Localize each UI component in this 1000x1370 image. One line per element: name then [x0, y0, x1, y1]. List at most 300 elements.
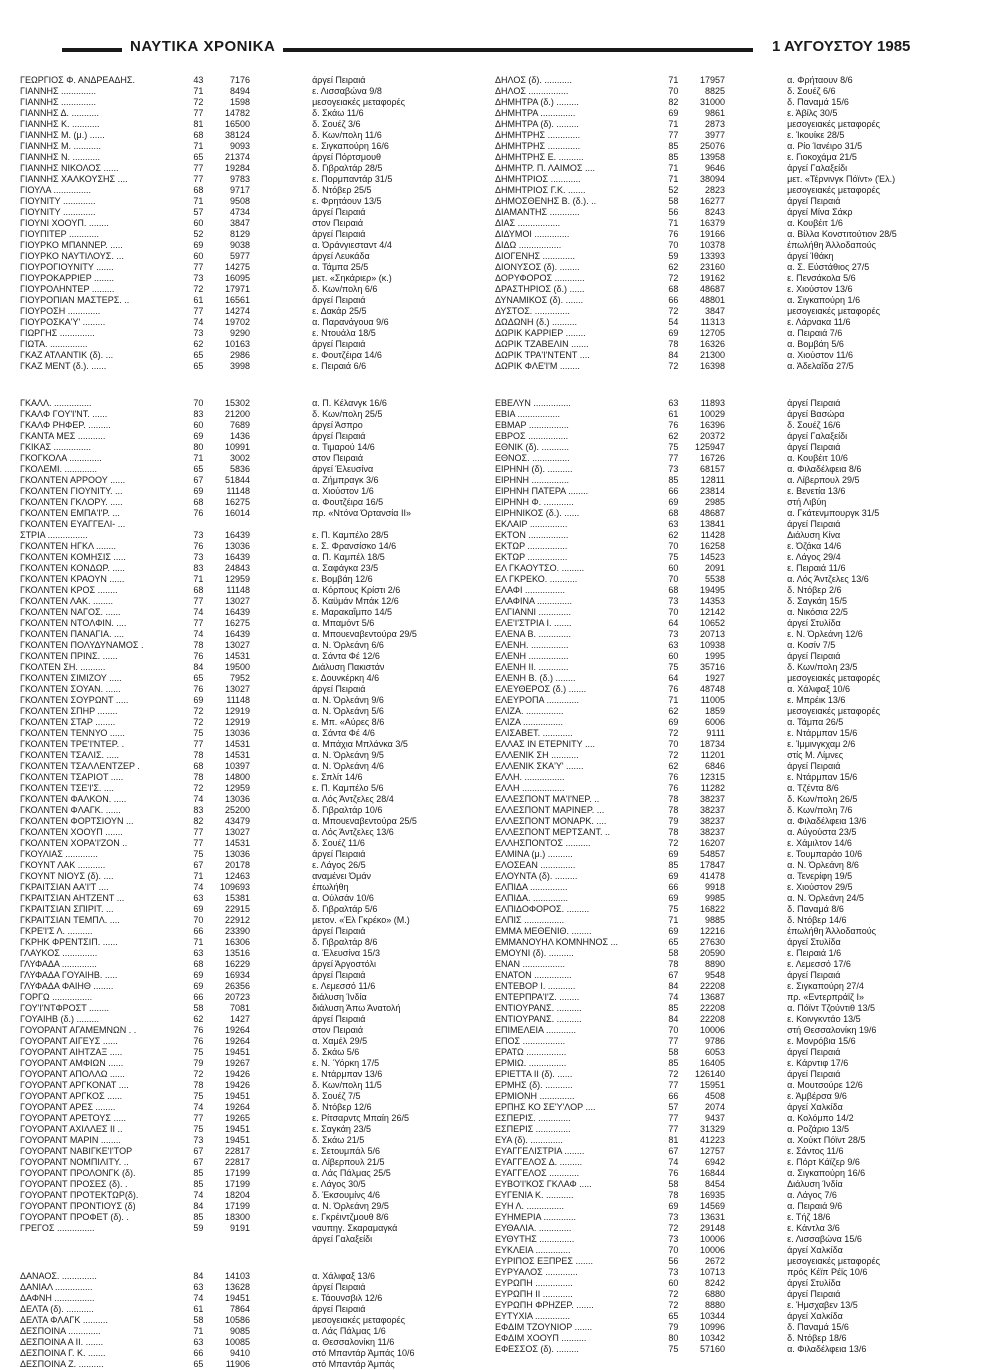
build-year: 71	[668, 174, 679, 184]
ship-status: α. Χιούστον 1/6	[312, 486, 374, 496]
ship-status: ε. Λάρνακα 11/6	[787, 317, 851, 327]
ship-status: ε. Ήμσχαβεν 13/5	[787, 1300, 858, 1310]
tonnage: 10586	[225, 1315, 251, 1325]
tonnage: 16398	[700, 361, 726, 371]
ship-row	[20, 475, 490, 486]
ship-status: ε. Τάουνσβιλ 12/6	[312, 1293, 383, 1303]
ship-row	[20, 893, 490, 904]
build-year: 78	[193, 750, 204, 760]
tonnage: 9861	[705, 108, 726, 118]
tonnage: 109693	[220, 882, 251, 892]
build-year: 59	[193, 1223, 204, 1233]
ship-status: δ. Σουέζ 11/6	[312, 838, 365, 848]
ship-row	[495, 1190, 965, 1201]
ship-status: ε. Πειραιά 6/6	[312, 361, 367, 371]
build-year: 68	[193, 585, 204, 595]
ship-row	[495, 1157, 965, 1168]
build-year: 72	[668, 1223, 679, 1233]
ship-status: α. Σάντα Φέ 4/6	[312, 728, 375, 738]
build-year: 77	[193, 306, 204, 316]
ship-name: ΓΚΟΓΚΟΛΑ .............	[20, 453, 102, 463]
ship-status: ε. Π. Καμπέλο 28/5	[312, 530, 389, 540]
ship-name: ΕΝΑΝ .................	[495, 959, 566, 969]
tonnage: 19495	[700, 585, 726, 595]
build-year: 73	[193, 1135, 204, 1145]
tonnage: 13036	[225, 794, 251, 804]
ship-row	[495, 339, 965, 350]
build-year: 77	[668, 1080, 679, 1090]
tonnage: 27630	[700, 937, 726, 947]
ship-row	[495, 761, 965, 772]
ship-status: α. Κουβέιτ 1/6	[787, 218, 843, 228]
ship-status: δ. Κων/πολη 26/5	[787, 794, 858, 804]
ship-status: α. Λός Άντζελες 28/4	[312, 794, 394, 804]
ship-row	[20, 574, 490, 585]
ship-name: ΓΟΥΟΡΑΝΤ ΝΟΜΠΙΛΙΤΥ. ..	[20, 1157, 129, 1167]
tonnage: 17199	[225, 1179, 251, 1189]
ship-row	[495, 442, 965, 453]
ship-name: ΓΚΟΛΝΤΕΝ ΣΟΥΡΩΝΤ .....	[20, 695, 129, 705]
ship-status: α. Ν. Όρλεάνη 6/6	[312, 640, 384, 650]
build-year: 58	[668, 1179, 679, 1189]
tonnage: 15951	[700, 1080, 726, 1090]
tonnage: 38237	[700, 827, 726, 837]
ship-row	[495, 574, 965, 585]
build-year: 62	[668, 706, 679, 716]
ship-name: ΕΛΠΙΔΑ ...............	[495, 882, 568, 892]
tonnage: 6942	[705, 1157, 726, 1167]
build-year: 72	[668, 273, 679, 283]
build-year: 71	[668, 75, 679, 85]
ship-name: ΕΣΠΕΡΙΣ. .............	[495, 1113, 571, 1123]
tonnage: 14531	[225, 739, 251, 749]
ship-row	[20, 1271, 490, 1282]
ship-row	[20, 1135, 490, 1146]
build-year: 83	[193, 409, 204, 419]
ship-row	[495, 695, 965, 706]
tonnage: 11428	[700, 530, 726, 540]
build-year: 77	[193, 108, 204, 118]
tonnage: 7689	[230, 420, 251, 430]
ship-row	[495, 284, 965, 295]
build-year: 67	[193, 1157, 204, 1167]
ship-row	[20, 361, 490, 372]
ship-status: στή Λιβύη	[787, 497, 827, 507]
ship-status: άργεί Πειραιά	[312, 1014, 366, 1024]
tonnage: 1598	[230, 97, 251, 107]
ship-status: ε. Όζάκα 14/6	[787, 541, 842, 551]
ship-row	[20, 339, 490, 350]
ship-row	[20, 684, 490, 695]
ship-row	[495, 1344, 965, 1355]
build-year: 60	[668, 651, 679, 661]
ship-status: α. Χάλιφαξ 10/6	[787, 684, 851, 694]
ship-row	[495, 1311, 965, 1322]
tonnage: 7864	[230, 1304, 251, 1314]
tonnage: 10652	[700, 618, 726, 628]
ship-name: ΓΚΟΛΝΤΕΝ ΦΟΡΤΣΙΟΥΝ ...	[20, 816, 134, 826]
build-year: 67	[193, 1146, 204, 1156]
ship-name: ΕΥΡΥΑΛΟΣ .............	[495, 1267, 578, 1277]
ship-name: ΕΛΙΖΑ. ...............	[495, 706, 564, 716]
build-year: 76	[193, 684, 204, 694]
ship-row	[20, 1146, 490, 1157]
tonnage: 14531	[225, 838, 251, 848]
ship-row	[495, 1146, 965, 1157]
ship-status: ε. Φρητάουν 13/5	[312, 196, 382, 206]
ship-status: ε. Άβίλς 30/5	[787, 108, 838, 118]
ship-row	[20, 849, 490, 860]
tonnage: 20713	[700, 629, 726, 639]
ship-status: ε. Κάντλα 3/6	[787, 1223, 840, 1233]
right-column	[495, 75, 965, 1354]
ship-row	[495, 948, 965, 959]
ship-status: α. Κόρπους Κρίστι 2/6	[312, 585, 401, 595]
ship-name: ΕΙΡΗΝΗ ...............	[495, 475, 570, 485]
ship-status: α. Μπουεναβεντούρα 25/5	[312, 816, 417, 826]
ship-row	[20, 541, 490, 552]
ship-status: μεσογειακές μεταφορές	[787, 185, 881, 195]
ship-status: ε. Σπλίτ 14/6	[312, 772, 363, 782]
ship-name: ΕΥΡΙΠΟΣ ΕΞΠΡΕΣ .......	[495, 1256, 593, 1266]
tonnage: 15381	[225, 893, 251, 903]
build-year: 81	[668, 1135, 679, 1145]
ship-row	[20, 1124, 490, 1135]
ship-row	[495, 860, 965, 871]
ship-status: ε. Κάρντιφ 17/6	[787, 1058, 849, 1068]
ship-name: ΕΛΕΥΘΕΡΟΣ (δ.) .......	[495, 684, 587, 694]
ship-status: ε. Χιούστον 13/6	[787, 284, 853, 294]
tonnage: 19702	[225, 317, 251, 327]
tonnage: 16822	[700, 904, 726, 914]
tonnage: 8825	[705, 86, 726, 96]
ship-name: ΓΚΟΛΝΤΕΝ ΤΕΝΝΥΟ ......	[20, 728, 125, 738]
block-gap	[20, 1245, 490, 1271]
ship-name: ΓΚΡΑΙΤΣΙΑΝ ΣΠΙΡΙΤ. ...	[20, 904, 114, 914]
tonnage: 9038	[230, 240, 251, 250]
ship-status: ε. Σάντος 11/6	[787, 1146, 844, 1156]
ship-row	[495, 1047, 965, 1058]
tonnage: 8242	[705, 1278, 726, 1288]
tonnage: 20590	[700, 948, 726, 958]
ship-list-block	[20, 75, 490, 372]
ship-name: ΔΙΟΝΥΣΟΣ (δ). ........	[495, 262, 580, 272]
ship-row	[495, 119, 965, 130]
build-year: 75	[668, 552, 679, 562]
ship-status: δ. Σουέζ 16/6	[787, 420, 841, 430]
header-rule-middle	[283, 48, 753, 52]
build-year: 68	[193, 130, 204, 140]
tonnage: 23160	[700, 262, 726, 272]
build-year: 84	[668, 1014, 679, 1024]
build-year: 58	[668, 948, 679, 958]
ship-status: ε. Λισσαβώνα 9/8	[312, 86, 382, 96]
tonnage: 9410	[230, 1348, 251, 1358]
ship-row	[495, 163, 965, 174]
build-year: 63	[193, 948, 204, 958]
ship-row	[495, 794, 965, 805]
ship-name: ΓΚΟΥΝΤ ΛΑΚ ...........	[20, 860, 106, 870]
build-year: 66	[668, 486, 679, 496]
left-column	[20, 75, 490, 1369]
ship-name: ΕΙΡΗΝΙΚΟΣ (δ.). ......	[495, 508, 580, 518]
build-year: 71	[668, 119, 679, 129]
ship-status: άργεί Πειραιά	[787, 442, 841, 452]
ship-row	[495, 196, 965, 207]
ship-status: άργεί Πειραιά	[312, 849, 366, 859]
tonnage: 9548	[705, 970, 726, 980]
ship-name: ΓΟΥΟΡΑΝΤ ΠΡΟΛΟΝΓΚ (δ).	[20, 1168, 136, 1178]
ship-row	[495, 662, 965, 673]
ship-status: α. Σιγκαπούρη 1/6	[787, 295, 861, 305]
ship-row	[495, 475, 965, 486]
tonnage: 17199	[225, 1201, 251, 1211]
build-year: 70	[668, 739, 679, 749]
build-year: 83	[193, 805, 204, 815]
ship-row	[20, 673, 490, 684]
ship-row	[495, 1333, 965, 1344]
build-year: 67	[193, 860, 204, 870]
tonnage: 5538	[705, 574, 726, 584]
ship-row	[20, 1315, 490, 1326]
ship-row	[495, 981, 965, 992]
tonnage: 20178	[225, 860, 251, 870]
build-year: 74	[668, 992, 679, 1002]
ship-status: άργεί Πειραιά	[787, 196, 841, 206]
build-year: 69	[668, 328, 679, 338]
tonnage: 54857	[700, 849, 726, 859]
tonnage: 10342	[700, 1333, 726, 1343]
tonnage: 7176	[230, 75, 251, 85]
ship-name: ΓΟΥΟΡΑΝΤ ΑΜΦΙΩΝ ......	[20, 1058, 124, 1068]
ship-status: δ. Ντόβερ 12/6	[312, 1102, 372, 1112]
tonnage: 10006	[700, 1245, 726, 1255]
ship-status: δ. Σκάω 21/5	[312, 1135, 365, 1145]
ship-status: άργεί Πειραιά	[787, 1289, 841, 1299]
ship-row	[495, 1124, 965, 1135]
ship-name: ΓΙΟΥΡΚΟ ΜΠΑΝΝΕΡ. .....	[20, 240, 123, 250]
build-year: 74	[193, 1190, 204, 1200]
tonnage: 14353	[700, 596, 726, 606]
ship-row	[20, 86, 490, 97]
tonnage: 16439	[225, 552, 251, 562]
ship-status: α. Μουτσούρε 12/6	[787, 1080, 863, 1090]
ship-row	[20, 772, 490, 783]
ship-name: ΔΗΜΗΤΡΑ ..............	[495, 108, 576, 118]
ship-row	[495, 926, 965, 937]
ship-status: στον Πειραιά	[312, 453, 364, 463]
tonnage: 4734	[230, 207, 251, 217]
build-year: 83	[193, 563, 204, 573]
tonnage: 25200	[225, 805, 251, 815]
build-year: 77	[193, 596, 204, 606]
ship-status: δ. Σκάω 5/6	[312, 1047, 360, 1057]
ship-status: άργεί Πόρτσμουθ	[312, 152, 381, 162]
build-year: 71	[668, 695, 679, 705]
ship-name: ΕΛΛΕΝΙΚ ΣΗ ...........	[495, 750, 579, 760]
ship-status: δ. Κων/πολη 11/6	[312, 130, 382, 140]
tonnage: 21200	[225, 409, 251, 419]
ship-status: ε. Ίκουίκε 28/5	[787, 130, 845, 140]
ship-name: ΕΡΠΗΣ ΚΟ ΣΕ'Υ'ΛΟΡ ....	[495, 1102, 596, 1112]
build-year: 78	[668, 805, 679, 815]
ship-name: ΔΗΜΗΤΡΑ (δ.) .........	[495, 97, 579, 107]
tonnage: 9191	[230, 1223, 251, 1233]
tonnage: 10378	[700, 240, 726, 250]
ship-status: ε. Μαρακαΐμπο 14/5	[312, 607, 392, 617]
ship-row	[20, 306, 490, 317]
build-year: 70	[668, 607, 679, 617]
ship-list-block	[495, 75, 965, 372]
ship-status: ε. Μπρέικ 13/6	[787, 695, 846, 705]
tonnage: 1995	[705, 651, 726, 661]
ship-name: ΔΕΣΠΟΙΝΑ Α ΙΙ. .......	[20, 1337, 104, 1347]
ship-status: δ. Ντόβερ 18/6	[787, 1333, 847, 1343]
build-year: 60	[193, 420, 204, 430]
tonnage: 10344	[700, 1311, 726, 1321]
ship-name: ΓΟΥΟΡΑΝΤ ΠΡΟΤΕΚΤΩΡ(δ).	[20, 1190, 139, 1200]
tonnage: 13036	[225, 849, 251, 859]
ship-row	[495, 541, 965, 552]
ship-name: ΔΗΜΗΤΡΙΟΣ ............	[495, 174, 581, 184]
build-year: 60	[668, 1278, 679, 1288]
build-year: 74	[193, 317, 204, 327]
ship-status: α. Λάγος 7/6	[787, 1190, 837, 1200]
ship-status: μεσογειακές μεταφορές	[312, 1315, 406, 1325]
ship-status: άργεί Στυλίδα	[787, 1278, 841, 1288]
ship-status: ε. Δακάρ 25/5	[312, 306, 367, 316]
build-year: 72	[668, 306, 679, 316]
ship-name: ΓΚΟΛΕΜΙ. .............	[20, 464, 98, 474]
ship-row	[495, 130, 965, 141]
ship-status: άργεί Πειραιά	[312, 339, 366, 349]
build-year: 69	[668, 497, 679, 507]
ship-row	[495, 464, 965, 475]
build-year: 60	[193, 251, 204, 261]
tonnage: 2873	[705, 119, 726, 129]
ship-name: ΓΙΑΝΝΗΣ Ν. ...........	[20, 152, 101, 162]
ship-status: δ. Σκάω 11/6	[312, 108, 364, 118]
ship-name: ΔΗΜΗΤΡΗΣ .............	[495, 141, 581, 151]
ship-status: ε. Τήζ 18/6	[787, 1212, 831, 1222]
tonnage: 10006	[700, 1025, 726, 1035]
tonnage: 17957	[700, 75, 726, 85]
ship-status: α. Ν. Όρλεάνη 9/6	[312, 695, 384, 705]
ship-status: δ. Παναμά 8/6	[787, 904, 844, 914]
build-year: 85	[668, 1058, 679, 1068]
tonnage: 31329	[700, 1124, 726, 1134]
ship-row	[495, 453, 965, 464]
ship-status: ε. Σιγκαπούρη 27/4	[787, 981, 864, 991]
ship-status: α. Παρανάγουα 9/6	[312, 317, 389, 327]
build-year: 73	[668, 629, 679, 639]
build-year: 75	[668, 442, 679, 452]
ship-name: ΓΚΡΑΙΤΣΙΑΝ ΑΗΤΖΕΝΤ ...	[20, 893, 125, 903]
ship-status: α. Ρίο Ίανέιρο 31/5	[787, 141, 863, 151]
ship-status: μεσογειακές μεταφορές	[787, 1256, 881, 1266]
tonnage: 16277	[700, 196, 726, 206]
ship-name: ΔΗΜΗΤΡΗΣ .............	[495, 130, 581, 140]
tonnage: 9717	[230, 185, 251, 195]
ship-row	[495, 207, 965, 218]
build-year: 65	[193, 673, 204, 683]
ship-name: ΕΝΤΕΒΟΡ Ι. ...........	[495, 981, 576, 991]
ship-status: α. Τζέντα 8/6	[787, 783, 839, 793]
ship-status: έπωλήθη	[312, 882, 349, 892]
ship-row	[495, 86, 965, 97]
tonnage: 43479	[225, 816, 251, 826]
ship-row	[20, 1223, 490, 1234]
build-year: 73	[668, 1234, 679, 1244]
tonnage: 8129	[230, 229, 251, 239]
build-year: 85	[193, 1168, 204, 1178]
block-gap	[20, 372, 490, 398]
tonnage: 10996	[700, 1322, 726, 1332]
build-year: 70	[193, 915, 204, 925]
tonnage: 19451	[225, 1124, 251, 1134]
ship-name: ΕΥΑ (δ). .............	[495, 1135, 563, 1145]
build-year: 85	[668, 860, 679, 870]
tonnage: 21300	[700, 350, 726, 360]
ship-status: α. Αύγούστα 23/5	[787, 827, 857, 837]
ship-status: ε. Λεμεσσό 11/6	[312, 981, 376, 991]
ship-row	[20, 827, 490, 838]
build-year: 69	[668, 849, 679, 859]
ship-status: άργεί Έλευσίνα	[312, 464, 374, 474]
tonnage: 25076	[700, 141, 726, 151]
ship-status: α. Χούκτ Πόϊντ 28/5	[787, 1135, 866, 1145]
ship-name: ΓΟΥΟΡΑΝΤ ΑΡΓΚΟΣ ......	[20, 1091, 123, 1101]
ship-name: ΓΟΥΟΡΑΝΤ ΑΡΕΣ ........	[20, 1102, 116, 1112]
ship-status: α. Μπουεναβεντούρα 29/5	[312, 629, 417, 639]
ship-name: ΓΚΟΛΝΤΕΝ ΗΓΚΛ ........	[20, 541, 117, 551]
ship-name: ΕΘΝΙΚ (δ). ...........	[495, 442, 570, 452]
tonnage: 8890	[705, 959, 726, 969]
ship-status: δ. Παναμά 15/6	[787, 97, 849, 107]
build-year: 71	[193, 574, 204, 584]
ship-status: α. Λός Άντζελες 13/6	[312, 827, 394, 837]
ship-name: ΓΚΟΛΝΤΕΝ ΤΣΑΡΙΟΤ .....	[20, 772, 124, 782]
ship-row	[495, 640, 965, 651]
ship-name: ΓΙΩΤΑ. ...............	[20, 339, 88, 349]
ship-row	[495, 420, 965, 431]
tonnage: 16439	[225, 530, 251, 540]
ship-status: α. Γκάτενμπουργκ 31/5	[787, 508, 880, 518]
ship-row	[20, 838, 490, 849]
issue-date: 1 ΑΥΓΟΥΣΤΟΥ 1985	[772, 38, 911, 55]
ship-row	[20, 75, 490, 86]
tonnage: 10163	[225, 339, 251, 349]
ship-row	[495, 1080, 965, 1091]
ship-name: ΕΛ ΓΚΑΟΥΤΣΟ. .........	[495, 563, 585, 573]
ship-name: ΓΙΟΥΝΙΤΥ .............	[20, 196, 96, 206]
build-year: 71	[193, 871, 204, 881]
ship-name: ΓΚΟΛΝΤΕΝ ΤΣΑΛΙΣ. .....	[20, 750, 120, 760]
ship-status: στό Μπαντάρ Άμπάς 10/6	[312, 1348, 415, 1358]
ship-name: ΓΚΟΛΝΤΕΝ ΤΣΕ'Ι'Σ. ....	[20, 783, 114, 793]
ship-row	[20, 207, 490, 218]
ship-name: ΔΑΝΙΑΛ ...............	[20, 1282, 93, 1292]
ship-status: άργεί Στυλίδα	[787, 937, 841, 947]
ship-status: ε. Βενετία 13/6	[787, 486, 846, 496]
tonnage: 12315	[700, 772, 726, 782]
build-year: 65	[193, 350, 204, 360]
tonnage: 9646	[705, 163, 726, 173]
ship-status: ε. Ίμμινγκχαμ 2/6	[787, 739, 856, 749]
ship-row	[20, 1304, 490, 1315]
tonnage: 1427	[230, 1014, 251, 1024]
ship-row	[495, 629, 965, 640]
